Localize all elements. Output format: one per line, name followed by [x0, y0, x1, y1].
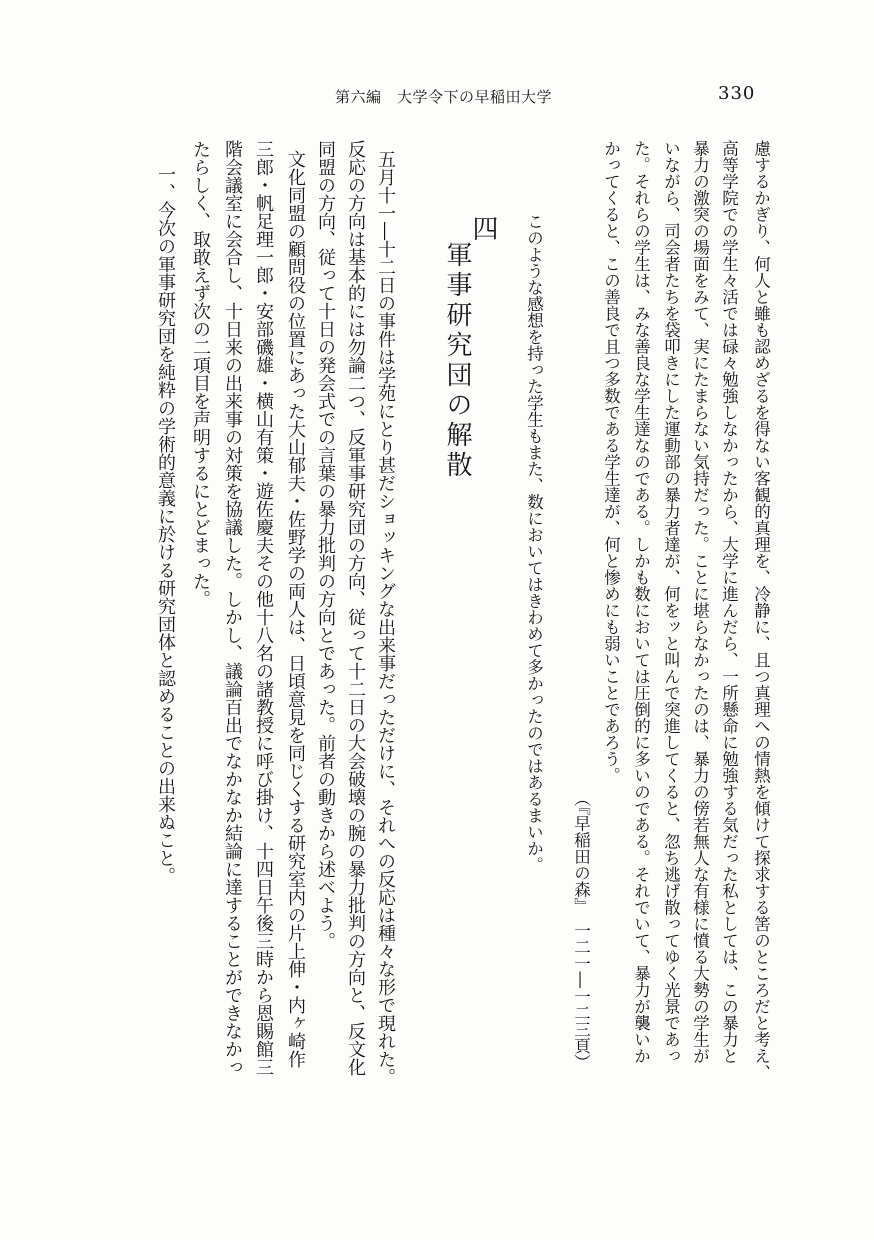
quote-line: た。それらの学生は、みな善良な学生達なのである。しかも数においては圧倒的に多いのである。それでいて、暴力が襲いか: [631, 140, 651, 1064]
body-line: 階会議室に会合し、十日来の出来事の対策を協議した。しかし、議論百出でなかなか結論に達することができなかっ: [222, 140, 243, 1076]
quote-line: 高等学院での学生々活では碌々勉強しなかったから、大学に進んだら、一所懸命に勉強する気だった私としては、この暴力と: [719, 140, 739, 1064]
closing-sentence: このような感想を持った学生もまた、数においてはきわめて多かったのではあるまいか。: [524, 213, 544, 873]
quote-line: 慮するかぎり、何人と雖も認めざるを得ない客観的真理を、冷静に、且つ真理への情熱を傾けて探求する筈のところだと考え、: [751, 140, 771, 1081]
quote-citation: （『早稲田の森』 一二一―一二三頁）: [571, 790, 591, 1071]
list-item: 一、今次の軍事研究団を純粋の学術的意義に於ける研究団体と認めることの出来ぬこと。: [155, 165, 176, 885]
body-line: 三郎・帆足理一郎・安部磯雄・横山有策・遊佐慶夫その他十八名の諸教授に呼び掛け、十四日午後三時から恩賜館三: [253, 140, 274, 1076]
quote-line: 暴力の激突の場面をみて、実にたまらない気持だった。ことに堪らなかったのは、暴力の傍若無人な有様に憤る大勢の学生が: [690, 140, 710, 1064]
body-line: 反応の方向は基本的には勿論二つ、反軍事研究団の方向、従って十二日の大会破壊の腕の暴力批判の方向と、反文化: [345, 140, 366, 1076]
quote-line: かってくると、この善良で且つ多数である学生達が、何と惨めにも弱いことであろう。: [601, 140, 621, 784]
section-heading: [444, 215, 496, 481]
body-line: たらしく、取敢えず次の二項目を声明するにとどまった。: [190, 140, 211, 608]
body-line: 五月十一―十二日の事件は学苑にとり甚だショッキングな出来事だっただけに、それへの反応は種々な形で現れた。: [375, 150, 396, 1086]
section-heading-title: 軍事研究団の解散: [442, 241, 472, 481]
running-head-section-title: 第六編 大学令下の早稲田大学: [335, 88, 553, 106]
quote-line: いながら、司会者たちを袋叩きにした運動部の暴力者達が、何をッと叫んで突進してくると、忽ち逃げ散ってゆく光景であっ: [661, 140, 681, 1064]
section-heading-number: 四: [468, 215, 498, 245]
body-line: 文化同盟の顧問役の位置にあった大山郁夫・佐野学の両人は、日頃意見を同じくする研究室内の片上伸・内ヶ崎作: [285, 150, 306, 1068]
page-number: 330: [718, 83, 756, 104]
body-line: 同盟の方向、従って十日の発会式での言葉の暴力批判の方向とであった。前者の動きから述べよう。: [315, 140, 336, 950]
